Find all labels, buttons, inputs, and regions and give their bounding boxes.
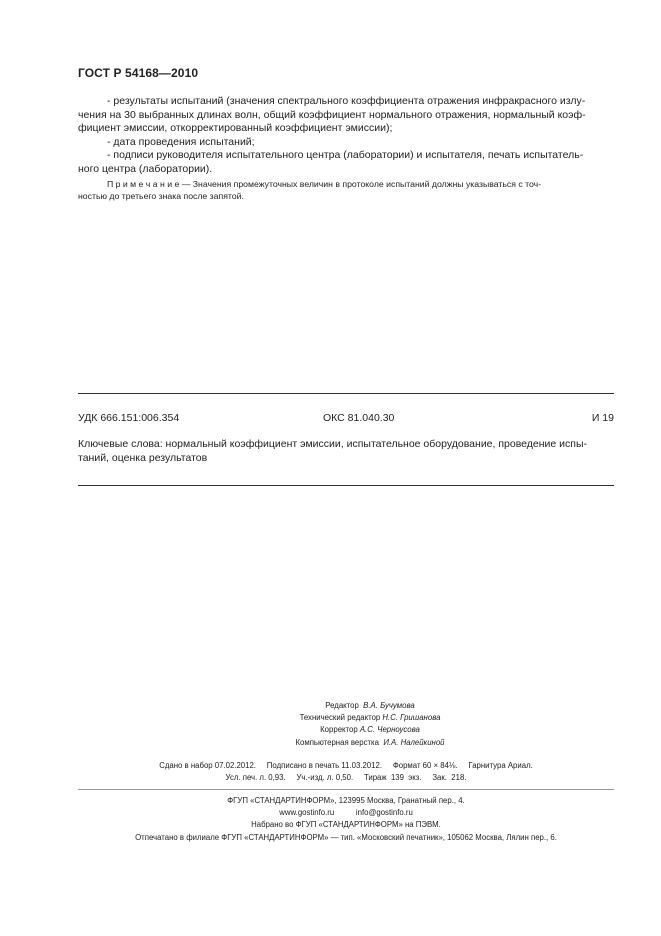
keywords-line-1: Ключевые слова: нормальный коэффициент эмиссии, испытательное оборудование, проведение испы- [78,438,588,450]
publisher-line-4: Отпечатано в филиале ФГУП «СТАНДАРТИНФОРМ» — тип. «Московский печатник», 105062 Москва, Лялин пер., 6. [135,832,557,842]
body-line-3: фициент эмиссии, откорректированный коэффициент эмиссии); [78,122,393,134]
keywords-line-2: таний, оценка результатов [78,451,208,464]
oks-code: ОКС 81.040.30 [323,412,395,424]
body-line-2: чения на 30 выбранных длинах волн, общий коэффициент нормального отражения, нормальный коэф- [78,108,586,121]
tech-editor-name: Н.С. Гришанова [382,713,441,723]
print-info-block [78,760,614,784]
body-line-5: - подписи руководителя испытательного центра (лаборатории) и испытателя, печать испытатель- [107,149,584,161]
body-line-4: - дата проведения испытаний; [107,135,255,148]
layout-name: И.А. Налейкиной [383,737,445,747]
note-block [78,178,614,202]
divider-top [78,393,614,394]
note-label: П р и м е ч а н и е [107,179,180,189]
publisher-separator [78,789,614,790]
classification-row [78,412,614,426]
corrector-row [200,724,540,736]
layout-label: Компьютерная верстка [295,737,379,747]
publisher-contacts: www.gostinfo.ru info@gostinfo.ru [279,808,413,818]
body-line-6: ного центра (лаборатории). [78,162,213,175]
editor-label: Редактор [325,701,359,710]
print-info-line-2: Усл. печ. л. 0,93. Уч.-изд. л. 0,50. Тираж 139 экз. Зак. 218. [225,773,467,782]
corrector-name: А.С. Черноусова [359,725,420,735]
note-line-2: ностью до третьего знака после запятой. [78,191,244,201]
udk-code: УДК 666.151:006.354 [78,412,180,424]
note-text-1: — Значения промежуточных величин в протоколе испытаний должны указываться с точ- [179,179,542,189]
tech-editor-label: Технический редактор [299,713,381,723]
editor-row [200,700,540,712]
print-info-line-1: Сдано в набор 07.02.2012. Подписано в печать 11.03.2012. Формат 60 × 84⅛. Гарнитура Ариал. [159,761,533,770]
keywords-block [78,438,614,465]
test-report-contents [78,95,614,176]
editor-name: В.А. Бучумова [363,701,415,710]
group-code: И 19 [591,412,614,424]
publisher-line-3: Набрано во ФГУП «СТАНДАРТИНФОРМ» на ПЭВМ. [251,820,441,830]
corrector-label: Корректор [320,725,358,735]
publisher-block [78,795,614,844]
tech-editor-row [200,712,540,724]
note-line-1 [78,178,614,190]
publisher-line-1: ФГУП «СТАНДАРТИНФОРМ», 123995 Москва, Гранатный пер., 4. [227,796,465,805]
body-line-1: - результаты испытаний (значения спектрального коэффициента отражения инфракрасного излу- [107,95,586,107]
document-id-header: ГОСТ Р 54168—2010 [78,66,199,80]
credits-block [200,700,540,749]
layout-row [200,737,540,749]
divider-bottom [78,485,614,486]
